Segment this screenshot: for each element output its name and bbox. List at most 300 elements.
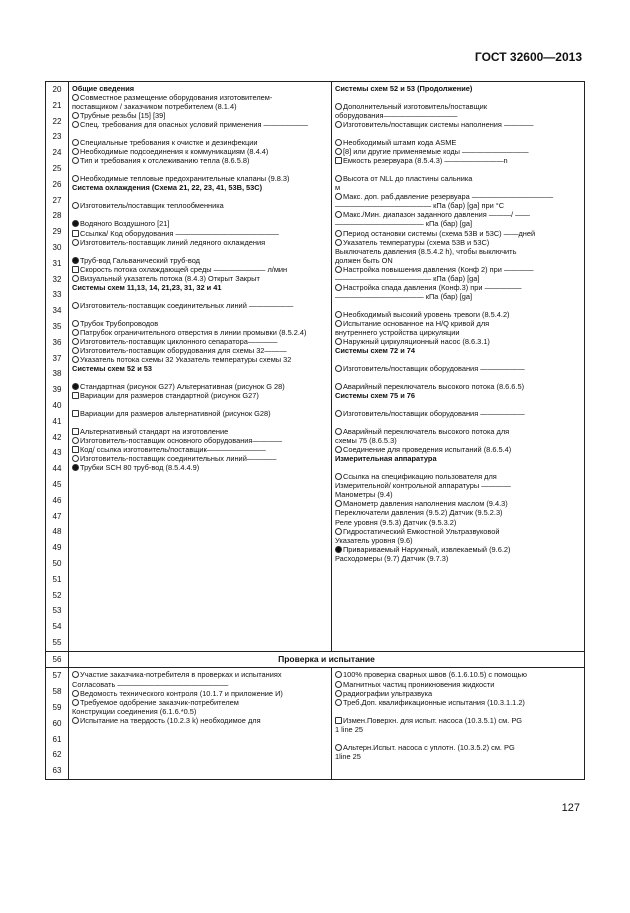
- upper-block: [46, 82, 585, 652]
- form-line: [335, 274, 581, 283]
- radio-button[interactable]: [335, 500, 342, 507]
- line-text: Ссылка на спецификацию пользователя для: [343, 472, 497, 482]
- radio-button[interactable]: [72, 329, 79, 336]
- row-number: 42: [52, 432, 62, 442]
- row-number-column: [46, 668, 69, 780]
- section-title: Проверка и испытание: [69, 651, 585, 668]
- form-line: [335, 256, 581, 265]
- line-text: Тип и требования к отслеживанию тепла (8.6.5.8): [80, 156, 250, 166]
- blank-line: [335, 463, 581, 472]
- blank-line: [335, 301, 581, 310]
- form-line: [335, 192, 581, 201]
- form-line: [72, 346, 328, 355]
- radio-button[interactable]: [72, 257, 79, 264]
- radio-button[interactable]: [335, 284, 342, 291]
- line-text: ————————————— кПа (бар) [ga] при °С: [335, 201, 505, 211]
- line-text: Код/ ссылка изготовитель/поставщик————————: [80, 445, 266, 455]
- row-number: 43: [52, 448, 62, 458]
- line-text: Согласовать ———————————————: [72, 679, 229, 689]
- line-text: Макс./Мин. диапазон заданного давления ———/ ——: [343, 210, 530, 220]
- radio-button[interactable]: [335, 699, 342, 706]
- form-line: [335, 545, 581, 554]
- right-column: [332, 82, 585, 652]
- line-text: Расходомеры (9.7) Датчик (9.7.3): [335, 553, 449, 563]
- line-text: Гидростатический Емкостной Ультразвуковой: [343, 526, 500, 536]
- form-line: [335, 337, 581, 346]
- section-heading: [335, 346, 581, 355]
- form-line: [335, 716, 581, 725]
- line-text: Изготовитель/поставщик теплообменника: [80, 201, 224, 211]
- row-number: 55: [52, 637, 62, 647]
- form-line: [335, 229, 581, 238]
- line-text: ———————————— кПа (бар) [ga]: [335, 291, 473, 301]
- row-number: 20: [52, 85, 62, 94]
- form-line: [335, 382, 581, 391]
- line-text: Общие сведения: [72, 84, 135, 93]
- form-line: [72, 111, 328, 120]
- row-number: 57: [52, 671, 62, 681]
- form-line: [335, 527, 581, 536]
- form-line: [335, 427, 581, 436]
- blank-line: [335, 734, 581, 743]
- row-number: 44: [52, 464, 62, 474]
- form-line: [335, 698, 581, 707]
- line-text: Указатель температуры (схема 53В и 53С): [343, 237, 490, 247]
- radio-button[interactable]: [72, 383, 79, 390]
- form-line: [72, 707, 328, 716]
- section-heading: [335, 454, 581, 463]
- radio-button[interactable]: [335, 148, 342, 155]
- row-number: 59: [52, 703, 62, 713]
- row-number: 46: [52, 495, 62, 505]
- row-number: 47: [52, 511, 62, 521]
- line-text: ———————————— кПа (бар) [ga]: [335, 219, 473, 229]
- radio-button[interactable]: [72, 464, 79, 471]
- form-line: [72, 265, 328, 274]
- radio-button[interactable]: [335, 320, 342, 327]
- line-text: Переключатели давления (9.5.2) Датчик (9.5.2.3): [335, 508, 503, 518]
- line-text: Трубок Трубопроводов: [80, 318, 159, 328]
- row-number: 35: [52, 321, 62, 331]
- blank-line: [335, 400, 581, 409]
- form-line: [72, 698, 328, 707]
- line-text: Системы схем 52 и 53: [72, 363, 153, 373]
- line-text: Изготовитель/поставщик оборудования ——————: [343, 409, 525, 419]
- line-text: Изготовитель-поставщик циклонного сепаратора————: [80, 336, 278, 346]
- row-number: 63: [52, 766, 62, 776]
- radio-button[interactable]: [72, 437, 79, 444]
- line-text: Испытание на твердость (10.2.3 k) необходимое для: [80, 715, 261, 725]
- form-line: [335, 247, 581, 256]
- line-text: Манометр давления наполнения маслом (9.4.3): [343, 499, 508, 509]
- line-text: Патрубок ограничительного отверстия в линии промывки (8.5.2.4): [80, 327, 307, 337]
- checkbox[interactable]: [335, 157, 342, 164]
- line-text: [8] или другие применяемые коды —————————: [343, 147, 529, 157]
- line-text: 100% проверка сварных швов (6.1.6.10.5) с помощью: [343, 670, 527, 680]
- line-text: оборудования——————————: [335, 111, 458, 121]
- checkbox[interactable]: [72, 410, 79, 417]
- line-text: м: [335, 183, 341, 193]
- form-line: [72, 670, 328, 679]
- form-line: [72, 201, 328, 210]
- row-number: 22: [52, 116, 62, 126]
- radio-button[interactable]: [335, 266, 342, 273]
- line-text: Системы схем 72 и 74: [335, 345, 416, 355]
- form-line: [335, 183, 581, 192]
- row-number: 28: [52, 211, 62, 221]
- radio-button[interactable]: [72, 239, 79, 246]
- line-text: Изготовитель-поставщик оборудования для схемы 32———: [80, 345, 287, 355]
- form-line: [72, 156, 328, 165]
- form-line: [335, 147, 581, 156]
- radio-button[interactable]: [335, 383, 342, 390]
- line-text: внутреннего устройства циркуляции: [335, 327, 460, 337]
- radio-button[interactable]: [72, 275, 79, 282]
- form-line: [335, 472, 581, 481]
- form-line: [72, 427, 328, 436]
- line-text: Необходимые тепловые предохранительные клапаны (9.8.3): [80, 174, 290, 184]
- form-line: [72, 102, 328, 111]
- checkbox[interactable]: [72, 266, 79, 273]
- row-number: 21: [52, 100, 62, 110]
- blank-line: [72, 373, 328, 382]
- datasheet-table: [45, 81, 585, 780]
- row-number: 40: [52, 400, 62, 410]
- section-heading: [72, 364, 328, 373]
- line-text: Измерительная аппаратура: [335, 454, 437, 464]
- form-line: [335, 554, 581, 563]
- document-header: ГОСТ 32600—2013: [474, 50, 582, 64]
- form-line: [72, 174, 328, 183]
- blank-line: [72, 129, 328, 138]
- radio-button[interactable]: [72, 175, 79, 182]
- radio-button[interactable]: [72, 202, 79, 209]
- form-line: [72, 238, 328, 247]
- radio-button[interactable]: [335, 546, 342, 553]
- form-line: [72, 680, 328, 689]
- line-text: Труб-вод Гальванический труб-вод: [80, 255, 200, 265]
- form-line: [72, 436, 328, 445]
- form-line: [335, 752, 581, 761]
- radio-button[interactable]: [335, 103, 342, 110]
- radio-button[interactable]: [335, 230, 342, 237]
- line-text: Трубки SCH 80 труб-вод (8.5.4.4.9): [80, 463, 200, 473]
- blank-line: [72, 292, 328, 301]
- blank-line: [335, 355, 581, 364]
- line-text: Привариваемый Наружный, извлекаемый (9.6.2): [343, 544, 511, 554]
- form-line: [72, 391, 328, 400]
- blank-line: [72, 165, 328, 174]
- radio-button[interactable]: [335, 744, 342, 751]
- line-text: Системы схем 75 и 76: [335, 391, 416, 401]
- form-line: [72, 382, 328, 391]
- blank-line: [72, 310, 328, 319]
- row-number: 30: [52, 242, 62, 252]
- line-text: Вариации для размеров стандартной (рисунок G27): [80, 391, 259, 401]
- form-line: [335, 210, 581, 219]
- section-56-row: [46, 651, 585, 668]
- line-text: Треб.Доп. квалификационные испытания (10.3.1.1.2): [343, 697, 525, 707]
- form-line: [72, 319, 328, 328]
- form-line: [72, 445, 328, 454]
- line-text: Необходимый высокий уровень тревоги (8.5.4.2): [343, 309, 510, 319]
- form-line: [72, 147, 328, 156]
- radio-button[interactable]: [72, 356, 79, 363]
- line-text: должен быть ON: [335, 255, 393, 265]
- line-text: Изготовитель/поставщик системы наполнения ————: [343, 120, 534, 130]
- form-line: [335, 156, 581, 165]
- form-line: [335, 670, 581, 679]
- blank-line: [335, 707, 581, 716]
- form-line: [335, 518, 581, 527]
- line-text: Стандартная (рисунок G27) Альтернативная (рисунок G 28): [80, 382, 285, 392]
- form-line: [72, 409, 328, 418]
- form-line: [335, 445, 581, 454]
- radio-button[interactable]: [335, 446, 342, 453]
- row-number: 32: [52, 274, 62, 284]
- form-line: [335, 102, 581, 111]
- radio-button[interactable]: [335, 121, 342, 128]
- radio-button[interactable]: [335, 428, 342, 435]
- line-text: Выключатель давления (8.5.4.2 h), чтобы выключить: [335, 246, 517, 256]
- row-number: 36: [52, 337, 62, 347]
- line-text: 1 line 25: [335, 724, 363, 734]
- form-line: [335, 725, 581, 734]
- line-text: Необходимые подсоединения к коммуникациям (8.4.4): [80, 147, 269, 157]
- line-text: Макс. доп. раб.давление резервуара ———————————: [343, 192, 554, 202]
- form-line: [72, 138, 328, 147]
- right-column: [332, 668, 585, 780]
- form-line: [335, 219, 581, 228]
- blank-line: [72, 400, 328, 409]
- form-line: [335, 508, 581, 517]
- line-text: поставщиком / заказчиком потребителем (8.1.4): [72, 102, 237, 112]
- radio-button[interactable]: [72, 671, 79, 678]
- radio-button[interactable]: [72, 690, 79, 697]
- form-line: [335, 436, 581, 445]
- form-line: [72, 689, 328, 698]
- row-number: 51: [52, 574, 62, 584]
- form-line: [335, 120, 581, 129]
- line-text: Совместное размещение оборудования изготовителем-: [80, 93, 273, 103]
- blank-line: [72, 418, 328, 427]
- left-column: [69, 82, 332, 652]
- line-text: Указатель уровня (9.6): [335, 535, 413, 545]
- radio-button[interactable]: [335, 338, 342, 345]
- row-number: 23: [52, 132, 62, 142]
- radio-button[interactable]: [72, 302, 79, 309]
- line-text: схемы 75 (8.6.5.3): [335, 436, 397, 446]
- section-heading: [72, 283, 328, 292]
- line-text: Высота от NLL до пластины сальника: [343, 174, 473, 184]
- line-text: Емкость резервуара (8.5.4.3) ————————n: [343, 156, 508, 166]
- line-text: Изготовитель-поставщик линий ледяного охлаждения: [80, 237, 266, 247]
- blank-line: [335, 165, 581, 174]
- form-line: [335, 689, 581, 698]
- row-number: 29: [52, 227, 62, 237]
- radio-button[interactable]: [335, 690, 342, 697]
- form-line: [335, 499, 581, 508]
- radio-button[interactable]: [335, 681, 342, 688]
- line-text: Дополнительный изготовитель/поставщик: [343, 102, 488, 112]
- radio-button[interactable]: [72, 699, 79, 706]
- radio-button[interactable]: [335, 193, 342, 200]
- line-text: Альтернативный стандарт на изготовление: [80, 427, 229, 437]
- row-number: 61: [52, 734, 62, 744]
- radio-button[interactable]: [72, 139, 79, 146]
- radio-button[interactable]: [335, 473, 342, 480]
- line-text: Вариации для размеров альтернативной (рисунок G28): [80, 409, 271, 419]
- radio-button[interactable]: [335, 139, 342, 146]
- line-text: Настройка повышения давления (Конф 2) при ————: [343, 264, 534, 274]
- row-number: 58: [52, 687, 62, 697]
- page-number: 127: [561, 802, 580, 814]
- radio-button[interactable]: [72, 717, 79, 724]
- form-line: [72, 454, 328, 463]
- radio-button[interactable]: [72, 338, 79, 345]
- checkbox[interactable]: [335, 717, 342, 724]
- radio-button[interactable]: [72, 94, 79, 101]
- radio-button[interactable]: [72, 220, 79, 227]
- form-line: [335, 481, 581, 490]
- form-line: [335, 743, 581, 752]
- line-text: Изготовитель-поставщик соединительных линий ——————: [80, 300, 294, 310]
- section-number: 56: [46, 651, 69, 668]
- form-line: [335, 364, 581, 373]
- radio-button[interactable]: [335, 410, 342, 417]
- radio-button[interactable]: [72, 112, 79, 119]
- row-number: 31: [52, 258, 62, 268]
- row-number: 62: [52, 750, 62, 760]
- row-number: 45: [52, 479, 62, 489]
- row-number: 41: [52, 416, 62, 426]
- row-number: 27: [52, 195, 62, 205]
- line-text: Ведомость технического контроля (10.1.7 и приложение И): [80, 688, 283, 698]
- radio-button[interactable]: [335, 671, 342, 678]
- form-line: [335, 111, 581, 120]
- line-text: Настройка спада давления (Конф.3) при —————: [343, 282, 522, 292]
- blank-line: [335, 129, 581, 138]
- blank-line: [335, 373, 581, 382]
- line-text: Магнитных частиц проникновения жидкости: [343, 679, 495, 689]
- form-line: [335, 292, 581, 301]
- radio-button[interactable]: [335, 311, 342, 318]
- left-column: [69, 668, 332, 780]
- row-number: 39: [52, 385, 62, 395]
- form-line: [335, 174, 581, 183]
- section-heading: [335, 84, 581, 93]
- row-number: 60: [52, 718, 62, 728]
- line-text: радиографии ультразвука: [343, 688, 433, 698]
- line-text: Ссылка/ Код оборудования ——————————————: [80, 228, 279, 238]
- checkbox[interactable]: [72, 392, 79, 399]
- form-line: [335, 490, 581, 499]
- line-text: 1line 25: [335, 751, 361, 761]
- radio-button[interactable]: [335, 528, 342, 535]
- row-number: 33: [52, 290, 62, 300]
- blank-line: [335, 418, 581, 427]
- form-line: [335, 310, 581, 319]
- form-line: [335, 319, 581, 328]
- row-number: 54: [52, 622, 62, 632]
- line-text: Необходимый штамп кода ASME: [343, 138, 457, 148]
- row-number: 52: [52, 590, 62, 600]
- row-number: 24: [52, 148, 62, 158]
- row-number: 26: [52, 179, 62, 189]
- form-line: [335, 138, 581, 147]
- line-text: Система охлаждения (Схема 21, 22, 23, 41, 53B, 53C): [72, 183, 263, 193]
- line-text: Аварийный переключатель высокого потока для: [343, 427, 510, 437]
- line-text: Испытание основанное на H/Q кривой для: [343, 318, 490, 328]
- line-text: Измен.Поверхн. для испыт. насоса (10.3.5.1) см. PG: [343, 715, 522, 725]
- radio-button[interactable]: [72, 455, 79, 462]
- radio-button[interactable]: [72, 157, 79, 164]
- section-heading: [72, 183, 328, 192]
- line-text: Измерительной/ контрольной аппаратуры ————: [335, 481, 511, 491]
- radio-button[interactable]: [335, 365, 342, 372]
- form-line: [335, 201, 581, 210]
- checkbox[interactable]: [72, 230, 79, 237]
- radio-button[interactable]: [72, 121, 79, 128]
- line-text: Изготовитель/поставщик оборудования ——————: [343, 363, 525, 373]
- checkbox[interactable]: [72, 428, 79, 435]
- line-text: Системы схем 11,13, 14, 21,23, 31, 32 и 41: [72, 282, 222, 292]
- form-line: [72, 120, 328, 129]
- radio-button[interactable]: [72, 347, 79, 354]
- row-number: 38: [52, 369, 62, 379]
- line-text: Участие заказчика-потребителя в проверках и испытаниях: [80, 670, 282, 680]
- form-line: [72, 229, 328, 238]
- line-text: Период остановки системы (схема 53B и 53С) ——дней: [343, 228, 536, 238]
- form-line: [72, 716, 328, 725]
- form-line: [72, 256, 328, 265]
- line-text: Трубные резьбы [15] [39]: [80, 111, 166, 121]
- radio-button[interactable]: [335, 175, 342, 182]
- row-number: 37: [52, 353, 62, 363]
- line-text: Наружный циркуляционный насос (8.6.3.1): [343, 336, 490, 346]
- row-number: 34: [52, 306, 62, 316]
- line-text: Скорость потока охлаждающей среды ——————— л/мин: [80, 264, 288, 274]
- line-text: ————————————— кПа (бар) [ga]: [335, 273, 480, 283]
- radio-button[interactable]: [72, 320, 79, 327]
- line-text: Спец. требования для опасных условий применения ——————: [80, 120, 308, 130]
- section-heading: [72, 84, 328, 93]
- lower-block: [46, 668, 585, 780]
- form-line: [335, 409, 581, 418]
- line-text: Указатель потока схемы 32 Указатель температуры схемы 32: [80, 354, 292, 364]
- form-line: [72, 463, 328, 472]
- line-text: Требуемое одобрение заказчик-потребителем: [80, 697, 239, 707]
- form-line: [335, 328, 581, 337]
- form-line: [72, 337, 328, 346]
- form-line: [335, 680, 581, 689]
- section-heading: [335, 391, 581, 400]
- blank-line: [72, 247, 328, 256]
- radio-button[interactable]: [72, 148, 79, 155]
- checkbox[interactable]: [72, 446, 79, 453]
- form-line: [72, 93, 328, 102]
- radio-button[interactable]: [335, 239, 342, 246]
- line-text: Системы схем 52 и 53 (Продолжение): [335, 84, 473, 93]
- form-line: [335, 283, 581, 292]
- line-text: Аварийный переключатель высокого потока (8.6.6.5): [343, 382, 525, 392]
- blank-line: [72, 210, 328, 219]
- form-line: [335, 265, 581, 274]
- radio-button[interactable]: [335, 211, 342, 218]
- line-text: Визуальный указатель потока (8.4.3) Открыт Закрыт: [80, 273, 260, 283]
- row-number: 48: [52, 527, 62, 537]
- line-text: Соединение для проведения испытаний (8.6.5.4): [343, 445, 512, 455]
